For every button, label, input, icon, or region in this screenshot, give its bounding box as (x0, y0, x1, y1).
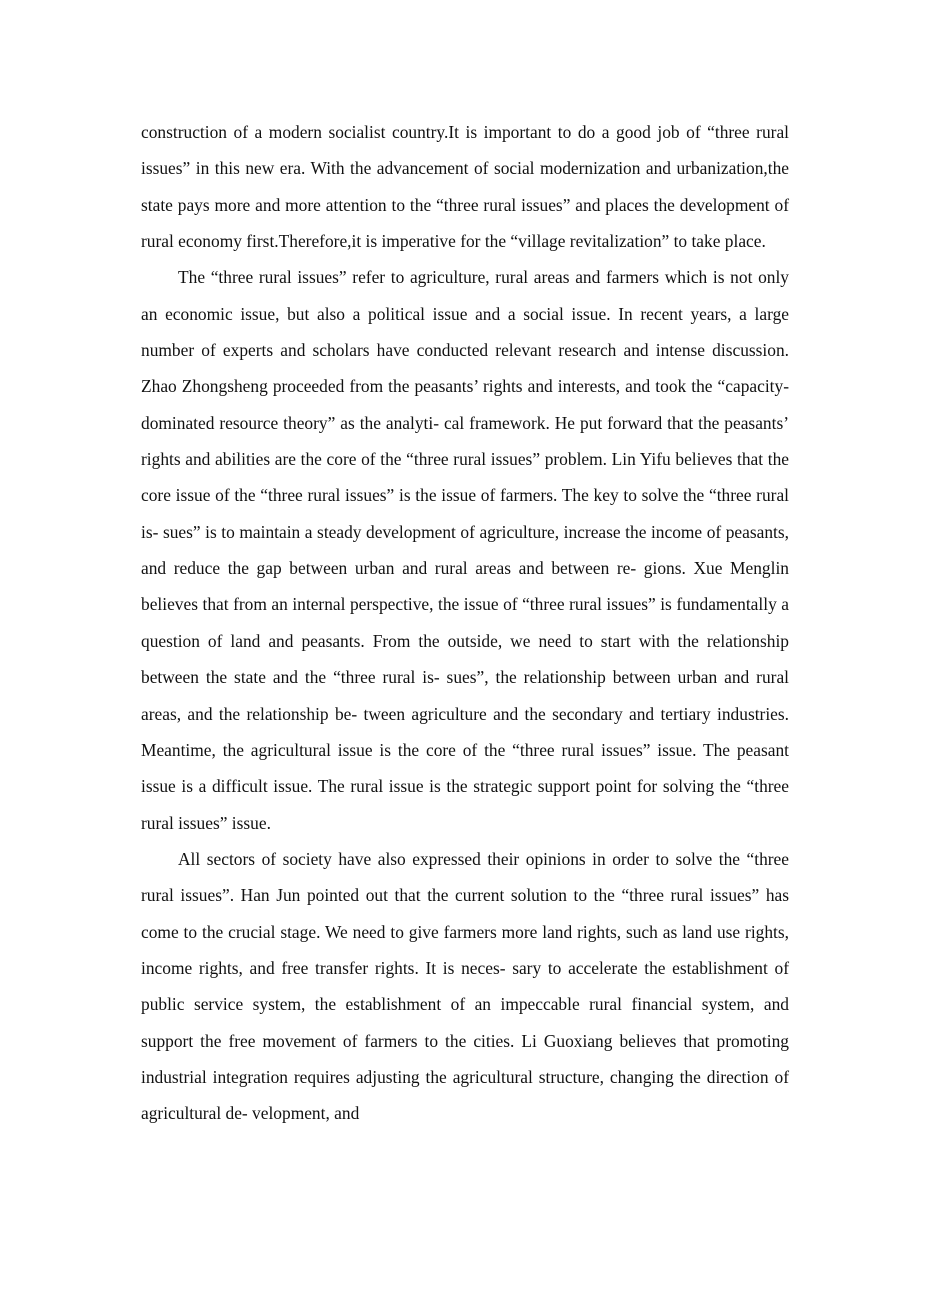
paragraph-three-rural-issues-definition: The “three rural issues” refer to agriculture, rural areas and farmers which is not only an economic issue, but also a political issue and a social issue. In recent years, a large number of experts and scholars have conducted relevant research and intense discussion. Zhao Zhongsheng proceeded from the peasants’ rights and interests, and took the “capacity-dominated resource theory” as the analyti- cal framework. He put forward that the peasants’ rights and abilities are the core of the “three rural issues” problem. Lin Yifu believes that the core issue of the “three rural issues” is the issue of farmers. The key to solve the “three rural is- sues” is to maintain a steady development of agriculture, increase the income of peasants, and reduce the gap between urban and rural areas and between re- gions. Xue Menglin believes that from an internal perspective, the issue of “three rural issues” is fundamentally a question of land and peasants. From the outside, we need to start with the relationship between the state and the “three rural is- sues”, the relationship between urban and rural areas, and the relationship be- tween agriculture and the secondary and tertiary industries. Meantime, the agricultural issue is the core of the “three rural issues” issue. The peasant issue is a difficult issue. The rural issue is the strategic support point for solving the “three rural issues” issue. (141, 267, 789, 833)
body-text (141, 114, 789, 1132)
paragraph-society-opinions: All sectors of society have also expressed their opinions in order to solve the “three rural issues”. Han Jun pointed out that the current solution to the “three rural issues” has come to the crucial stage. We need to give farmers more land rights, such as land use rights, income rights, and free transfer rights. It is neces- sary to accelerate the establishment of public service system, the establishment of an impeccable rural financial system, and support the free movement of farmers to the cities. Li Guoxiang believes that promoting industrial integration requires adjusting the agricultural structure, changing the direction of agricultural de- velopment, and (141, 848, 789, 1124)
paragraph-continuation: construction of a modern socialist country.It is important to do a good job of “three rural issues” in this new era. With the advancement of social modernization and urbanization,the state pays more and more attention to the “three rural issues” and places the development of rural economy first.Therefore,it is imperative for the “village revitalization” to take place. (141, 122, 789, 252)
